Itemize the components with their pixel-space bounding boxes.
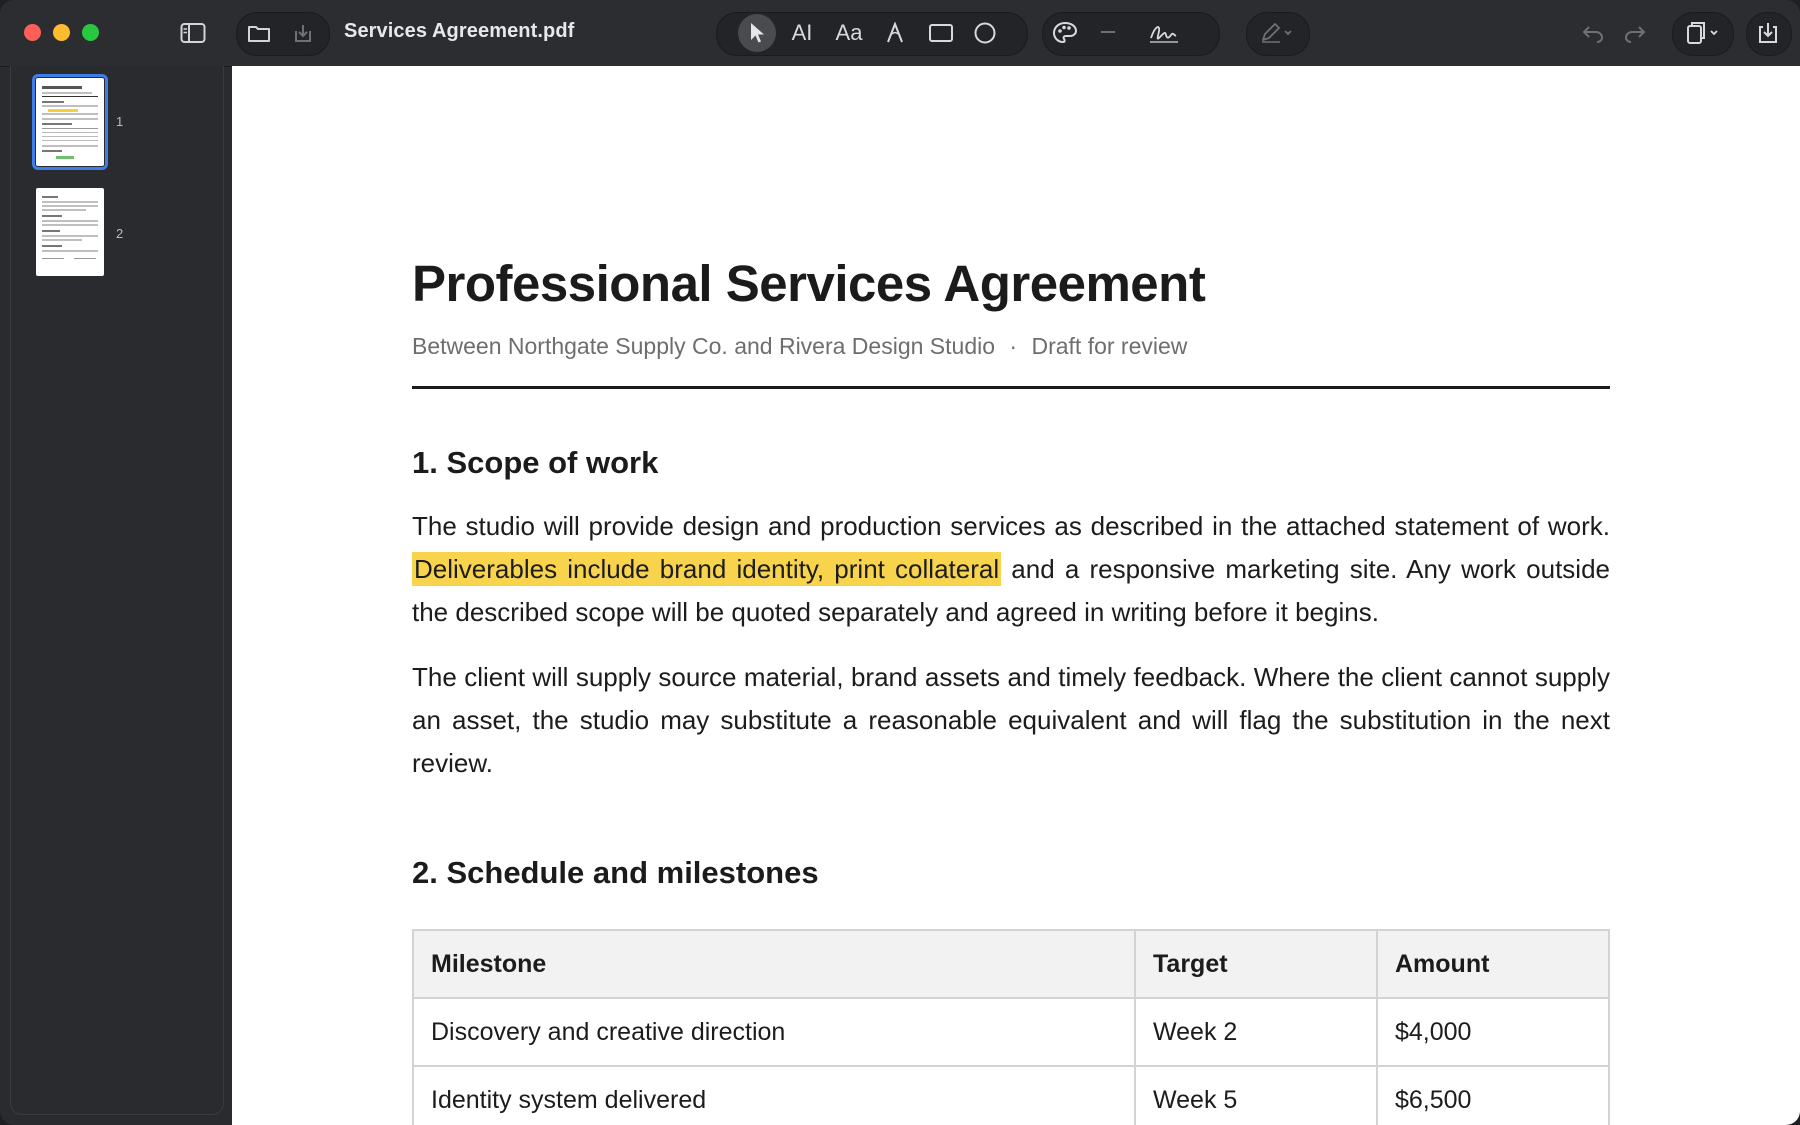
table-cell: Week 2 xyxy=(1135,998,1377,1066)
document-heading: Professional Services Agreement xyxy=(412,255,1206,312)
page-thumbnail-2[interactable] xyxy=(36,188,104,276)
signature-icon xyxy=(1147,21,1181,45)
heading-divider xyxy=(412,386,1610,389)
pdf-page xyxy=(232,66,1800,1125)
text-cursor-icon: AI xyxy=(791,20,813,45)
text-style-icon: Aa xyxy=(835,20,863,45)
pages-icon xyxy=(1684,21,1722,45)
folder-icon[interactable] xyxy=(246,21,272,45)
palette-icon xyxy=(1052,21,1078,45)
table-cell: Identity system delivered xyxy=(413,1066,1135,1125)
redo-icon[interactable] xyxy=(1622,20,1648,46)
save-to-icon[interactable] xyxy=(1749,14,1787,52)
column-header: Target xyxy=(1135,930,1377,998)
ellipse-tool-button[interactable] xyxy=(966,14,1004,52)
page-content xyxy=(412,254,1610,1125)
table-row xyxy=(413,998,1609,1066)
line-style-icon[interactable] xyxy=(1100,30,1116,34)
text-select-tool-button[interactable] xyxy=(783,14,821,52)
document-viewer[interactable] xyxy=(232,66,1800,1125)
toolbar xyxy=(0,0,1800,67)
rectangle-tool-button[interactable] xyxy=(922,14,960,52)
paragraph-text: The studio will provide design and production services as described in the attached statement of work. xyxy=(412,511,1610,541)
highlight-annotation[interactable]: Deliverables include brand identity, print collateral xyxy=(414,554,1000,584)
paragraph[interactable] xyxy=(412,505,1610,634)
subtitle-separator: · xyxy=(1009,333,1018,359)
page-number-label: 2 xyxy=(116,226,124,241)
rectangle-icon xyxy=(928,23,954,43)
highlight-menu-button[interactable] xyxy=(1252,14,1302,52)
column-header: Amount xyxy=(1377,930,1609,998)
sidebar-toggle-icon[interactable] xyxy=(180,20,206,46)
signature-button[interactable] xyxy=(1142,14,1186,52)
minimize-window-button[interactable] xyxy=(53,24,70,41)
subtitle-parties: Between Northgate Supply Co. and Rivera Design Studio xyxy=(412,333,996,359)
pen-tool-button[interactable] xyxy=(876,14,914,52)
section-heading: 2. Schedule and milestones xyxy=(412,855,819,890)
select-tool-button[interactable] xyxy=(738,14,776,52)
column-header: Milestone xyxy=(413,930,1135,998)
document-title: Services Agreement.pdf xyxy=(344,20,575,42)
subtitle-status: Draft for review xyxy=(1031,333,1188,359)
table-cell: $6,500 xyxy=(1377,1066,1609,1125)
undo-icon[interactable] xyxy=(1580,20,1606,46)
section-heading: 1. Scope of work xyxy=(412,445,659,480)
page-thumbnail-1[interactable] xyxy=(36,78,104,166)
text-style-tool-button[interactable] xyxy=(830,14,868,52)
table-cell: Discovery and creative direction xyxy=(413,998,1135,1066)
milestones-table xyxy=(412,929,1610,1125)
highlighter-icon xyxy=(1259,22,1295,44)
paragraph-text: and a responsive marketing site. Any work outside the described scope will be quoted separately and agreed in writing before it begins. xyxy=(412,554,1611,627)
color-palette-button[interactable] xyxy=(1046,14,1084,52)
paragraph[interactable]: The client will supply source material, brand assets and timely feedback. Where the client cannot supply an asset, the studio may substitute a reasonable equivalent and will flag the substitution in the next review. xyxy=(412,662,1610,778)
document-subtitle xyxy=(412,333,1610,360)
page-tools-menu-button[interactable] xyxy=(1678,14,1728,52)
table-cell: Week 5 xyxy=(1135,1066,1377,1125)
arrow-pointer-icon xyxy=(748,22,766,44)
zoom-window-button[interactable] xyxy=(82,24,99,41)
table-row xyxy=(413,1066,1609,1125)
thumbnail-sidebar xyxy=(10,66,224,1115)
table-cell: $4,000 xyxy=(1377,998,1609,1066)
ellipse-icon xyxy=(973,21,997,45)
download-icon[interactable] xyxy=(290,21,316,45)
pen-icon xyxy=(886,22,904,44)
close-window-button[interactable] xyxy=(24,24,41,41)
page-number-label: 1 xyxy=(116,114,124,129)
table-header-row xyxy=(413,930,1609,998)
